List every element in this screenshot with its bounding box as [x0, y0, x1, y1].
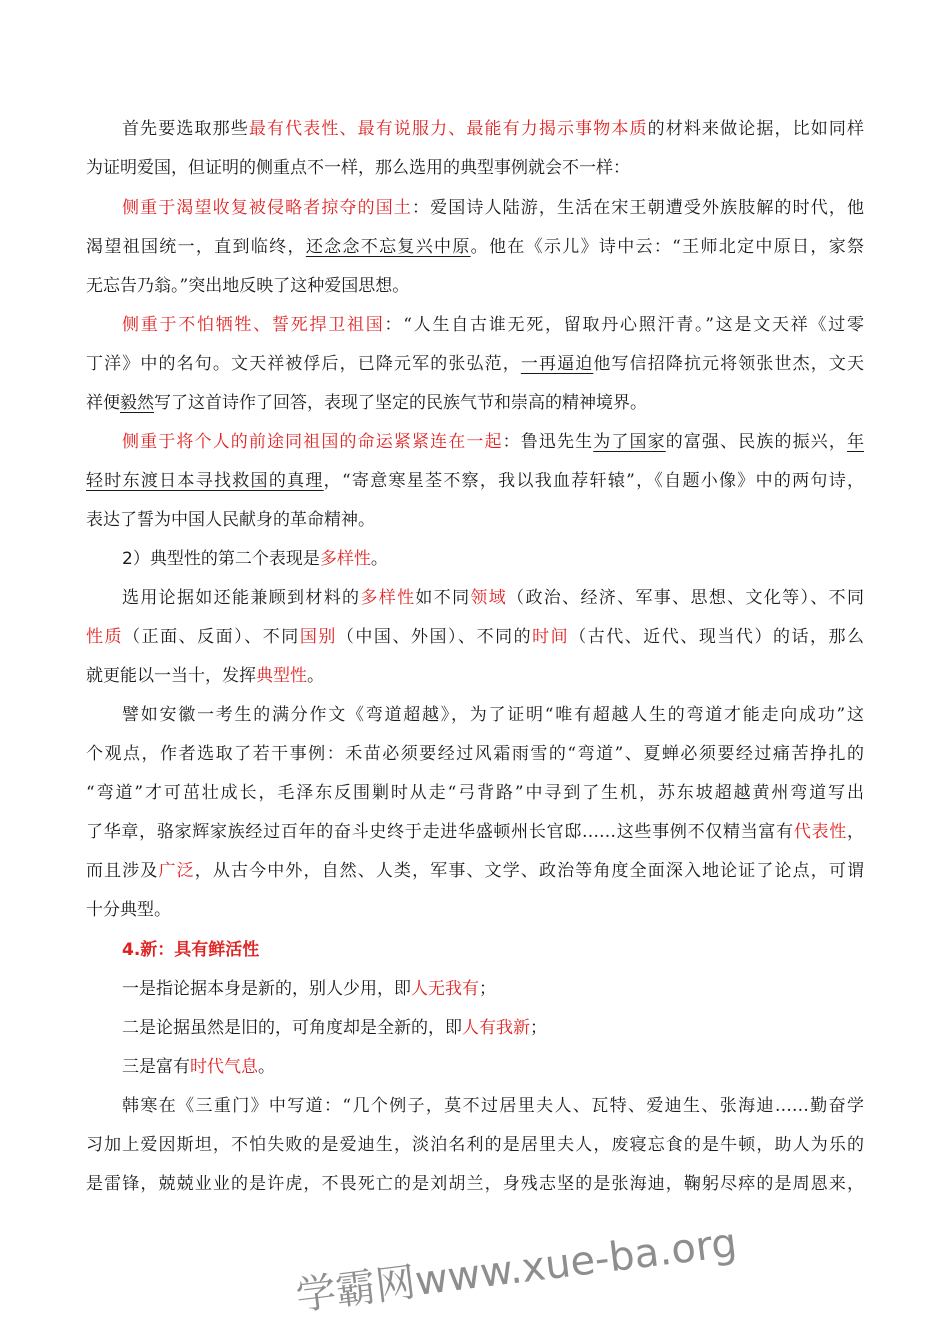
paragraph-wentianxiang-line-3 — [86, 391, 864, 415]
paragraph-example-line-3: “弯道”才可茁壮成长，毛泽东反围剿时从走“弓背路”中寻到了生机，苏东坡超越黄州弯道写出 — [86, 783, 864, 803]
section-heading-freshness: 4.新：具有鲜活性 — [122, 940, 260, 960]
highlight-term: 广泛 — [158, 861, 195, 881]
paragraph-hanhan-line-1: 韩寒在《三重门》中写道：“几个例子，莫不过居里夫人、瓦特、爱迪生、张海迪……勤奋学 — [122, 1096, 864, 1116]
text-run: ，“寄意寒星荃不察，我以我血荐轩辕”，《自题小像》中的两句诗， — [323, 471, 865, 491]
highlight-term: 国别 — [299, 627, 337, 647]
paragraph-example-line-5 — [86, 859, 864, 883]
underlined-phrase: 毅然 — [120, 393, 154, 413]
paragraph-example-line-1: 譬如安徽一考生的满分作文《弯道超越》，为了证明“唯有超越人生的弯道才能走向成功”这 — [122, 705, 864, 725]
text-run: 三是富有 — [122, 1057, 190, 1077]
emphasis-heading: 侧重于不怕牺牲、誓死捍卫祖国 — [122, 315, 385, 335]
watermark: 学霸网www.xue-ba.org — [293, 1219, 740, 1320]
highlight-term: 代表性 — [793, 822, 848, 842]
underlined-phrase: 为了国家 — [593, 432, 666, 452]
underlined-phrase: 一再逼迫 — [520, 354, 594, 374]
text-run: ：“人生自古谁无死，留取丹心照汗青。”这是文天祥《过零 — [384, 315, 864, 335]
text-run: 。他在《示儿》诗中云：“王师北定中原日，家祭 — [470, 237, 865, 257]
text-run: 选用论据如还能兼顾到材料的 — [122, 588, 361, 608]
text-run: 丁洋》中的名句。文天祥被俘后，已降元军的张弘范， — [86, 354, 521, 374]
paragraph-diversity-line-1 — [122, 586, 864, 610]
emphasis-heading: 侧重于渴望收复被侵略者掠夺的国土 — [122, 198, 412, 218]
text-run: 二是论据虽然是旧的，可角度却是全新的，即 — [122, 1018, 462, 1038]
text-run: 。 — [258, 1057, 275, 1077]
paragraph-wentianxiang-line-1 — [122, 313, 864, 337]
underlined-phrase: 还念念不忘复兴中原 — [305, 237, 471, 257]
highlight-term: 性质 — [86, 627, 124, 647]
underlined-phrase: 轻时东渡日本寻找救国的真理 — [86, 471, 324, 491]
text-run: （古代、近代、现当代）的话，那么 — [569, 627, 865, 647]
paragraph-diversity-line-3 — [86, 664, 864, 688]
point-two — [122, 1016, 864, 1040]
highlight-criteria: 最有代表性、最有说服力、最能有力揭示事物本质 — [248, 119, 648, 139]
paragraph-luxun-line-2 — [86, 469, 864, 493]
text-run: 写了这首诗作了回答，表现了坚定的民族气节和崇高的精神境界。 — [154, 393, 647, 413]
highlight-term: 时代气息 — [190, 1057, 258, 1077]
text-run: 而且涉及 — [86, 861, 159, 881]
paragraph-luyou-line-3: 无忘告乃翁。”突出地反映了这种爱国思想。 — [86, 276, 410, 296]
paragraph-diversity-intro — [122, 547, 864, 571]
text-run: 他写信招降抗元将领张世杰，文天 — [593, 354, 865, 374]
text-run: ， — [847, 822, 865, 842]
paragraph-luxun-line-1 — [122, 430, 864, 454]
highlight-term: 多样性 — [319, 549, 371, 569]
text-run: （政治、经济、军事、思想、文化等）、不同 — [507, 588, 865, 608]
paragraph-diversity-line-2 — [86, 625, 864, 649]
paragraph-hanhan-line-3: 是雷锋，兢兢业业的是许虎，不畏死亡的是刘胡兰，身残志坚的是张海迪，鞠躬尽瘁的是周恩来， — [86, 1174, 864, 1194]
text-run: 就更能以一当十，发挥 — [86, 666, 256, 686]
highlight-term: 人有我新 — [462, 1018, 530, 1038]
text-run: 。 — [307, 666, 324, 686]
paragraph-wentianxiang-line-2 — [86, 352, 864, 376]
text-run: 。 — [370, 549, 388, 569]
text-run: 的富强、民族的振兴， — [665, 432, 847, 452]
point-one — [122, 977, 864, 1001]
highlight-term: 多样性 — [360, 588, 416, 608]
text-run: ：爱国诗人陆游，生活在宋王朝遭受外族肢解的时代，他 — [412, 198, 864, 218]
paragraph-example-line-6: 十分典型。 — [86, 900, 171, 920]
paragraph-example-line-2: 个观点，作者选取了若干事例：禾苗必须要经过风霜雨雪的“弯道”、夏蝉必须要经过痛苦挣扎的 — [86, 744, 864, 764]
text-run: 了华章，骆家辉家族经过百年的奋斗史终于走进华盛顿州长官邸……这些事例不仅精当富有 — [86, 822, 794, 842]
text-run: 渴望祖国统一，直到临终， — [86, 237, 306, 257]
paragraph-luyou-line-2 — [86, 235, 864, 259]
highlight-term: 领域 — [470, 588, 508, 608]
paragraph-hanhan-line-2: 习加上爱因斯坦，不怕失败的是爱迪生，淡泊名利的是居里夫人，废寝忘食的是牛顿，助人为乐的 — [86, 1135, 864, 1155]
text-run: （中国、外国）、不同的 — [336, 627, 533, 647]
text-run: 祥便 — [86, 393, 120, 413]
text-run: （正面、反面）、不同 — [123, 627, 300, 647]
paragraph-luxun-line-3: 表达了誓为中国人民献身的革命精神。 — [86, 510, 375, 530]
underlined-phrase: 年 — [847, 432, 864, 452]
text-run: 一是指论据本身是新的，别人少用，即 — [122, 979, 411, 999]
text-run: 如不同 — [415, 588, 471, 608]
text-run: ，从古今中外，自然、人类，军事、文学、政治等角度全面深入地论证了论点，可谓 — [194, 861, 865, 881]
emphasis-heading: 侧重于将个人的前途同祖国的命运紧紧连在一起 — [122, 432, 503, 452]
highlight-term: 典型性 — [256, 666, 307, 686]
text-run: ； — [530, 1018, 547, 1038]
paragraph-example-line-4 — [86, 820, 864, 844]
text-run: ； — [479, 979, 496, 999]
highlight-term: 时间 — [532, 627, 570, 647]
paragraph-luyou-line-1 — [122, 196, 864, 220]
text-run: ：鲁迅先生 — [502, 432, 594, 452]
paragraph-intro-line-1 — [122, 117, 864, 141]
text-run: 首先要选取那些 — [122, 119, 249, 139]
point-three — [122, 1055, 864, 1079]
text-run: 2）典型性的第二个表现是 — [122, 549, 320, 569]
text-run: 的材料来做论据，比如同样 — [647, 119, 864, 139]
highlight-term: 人无我有 — [411, 979, 479, 999]
paragraph-intro-line-2: 为证明爱国，但证明的侧重点不一样，那么选用的典型事例就会不一样： — [86, 158, 630, 178]
